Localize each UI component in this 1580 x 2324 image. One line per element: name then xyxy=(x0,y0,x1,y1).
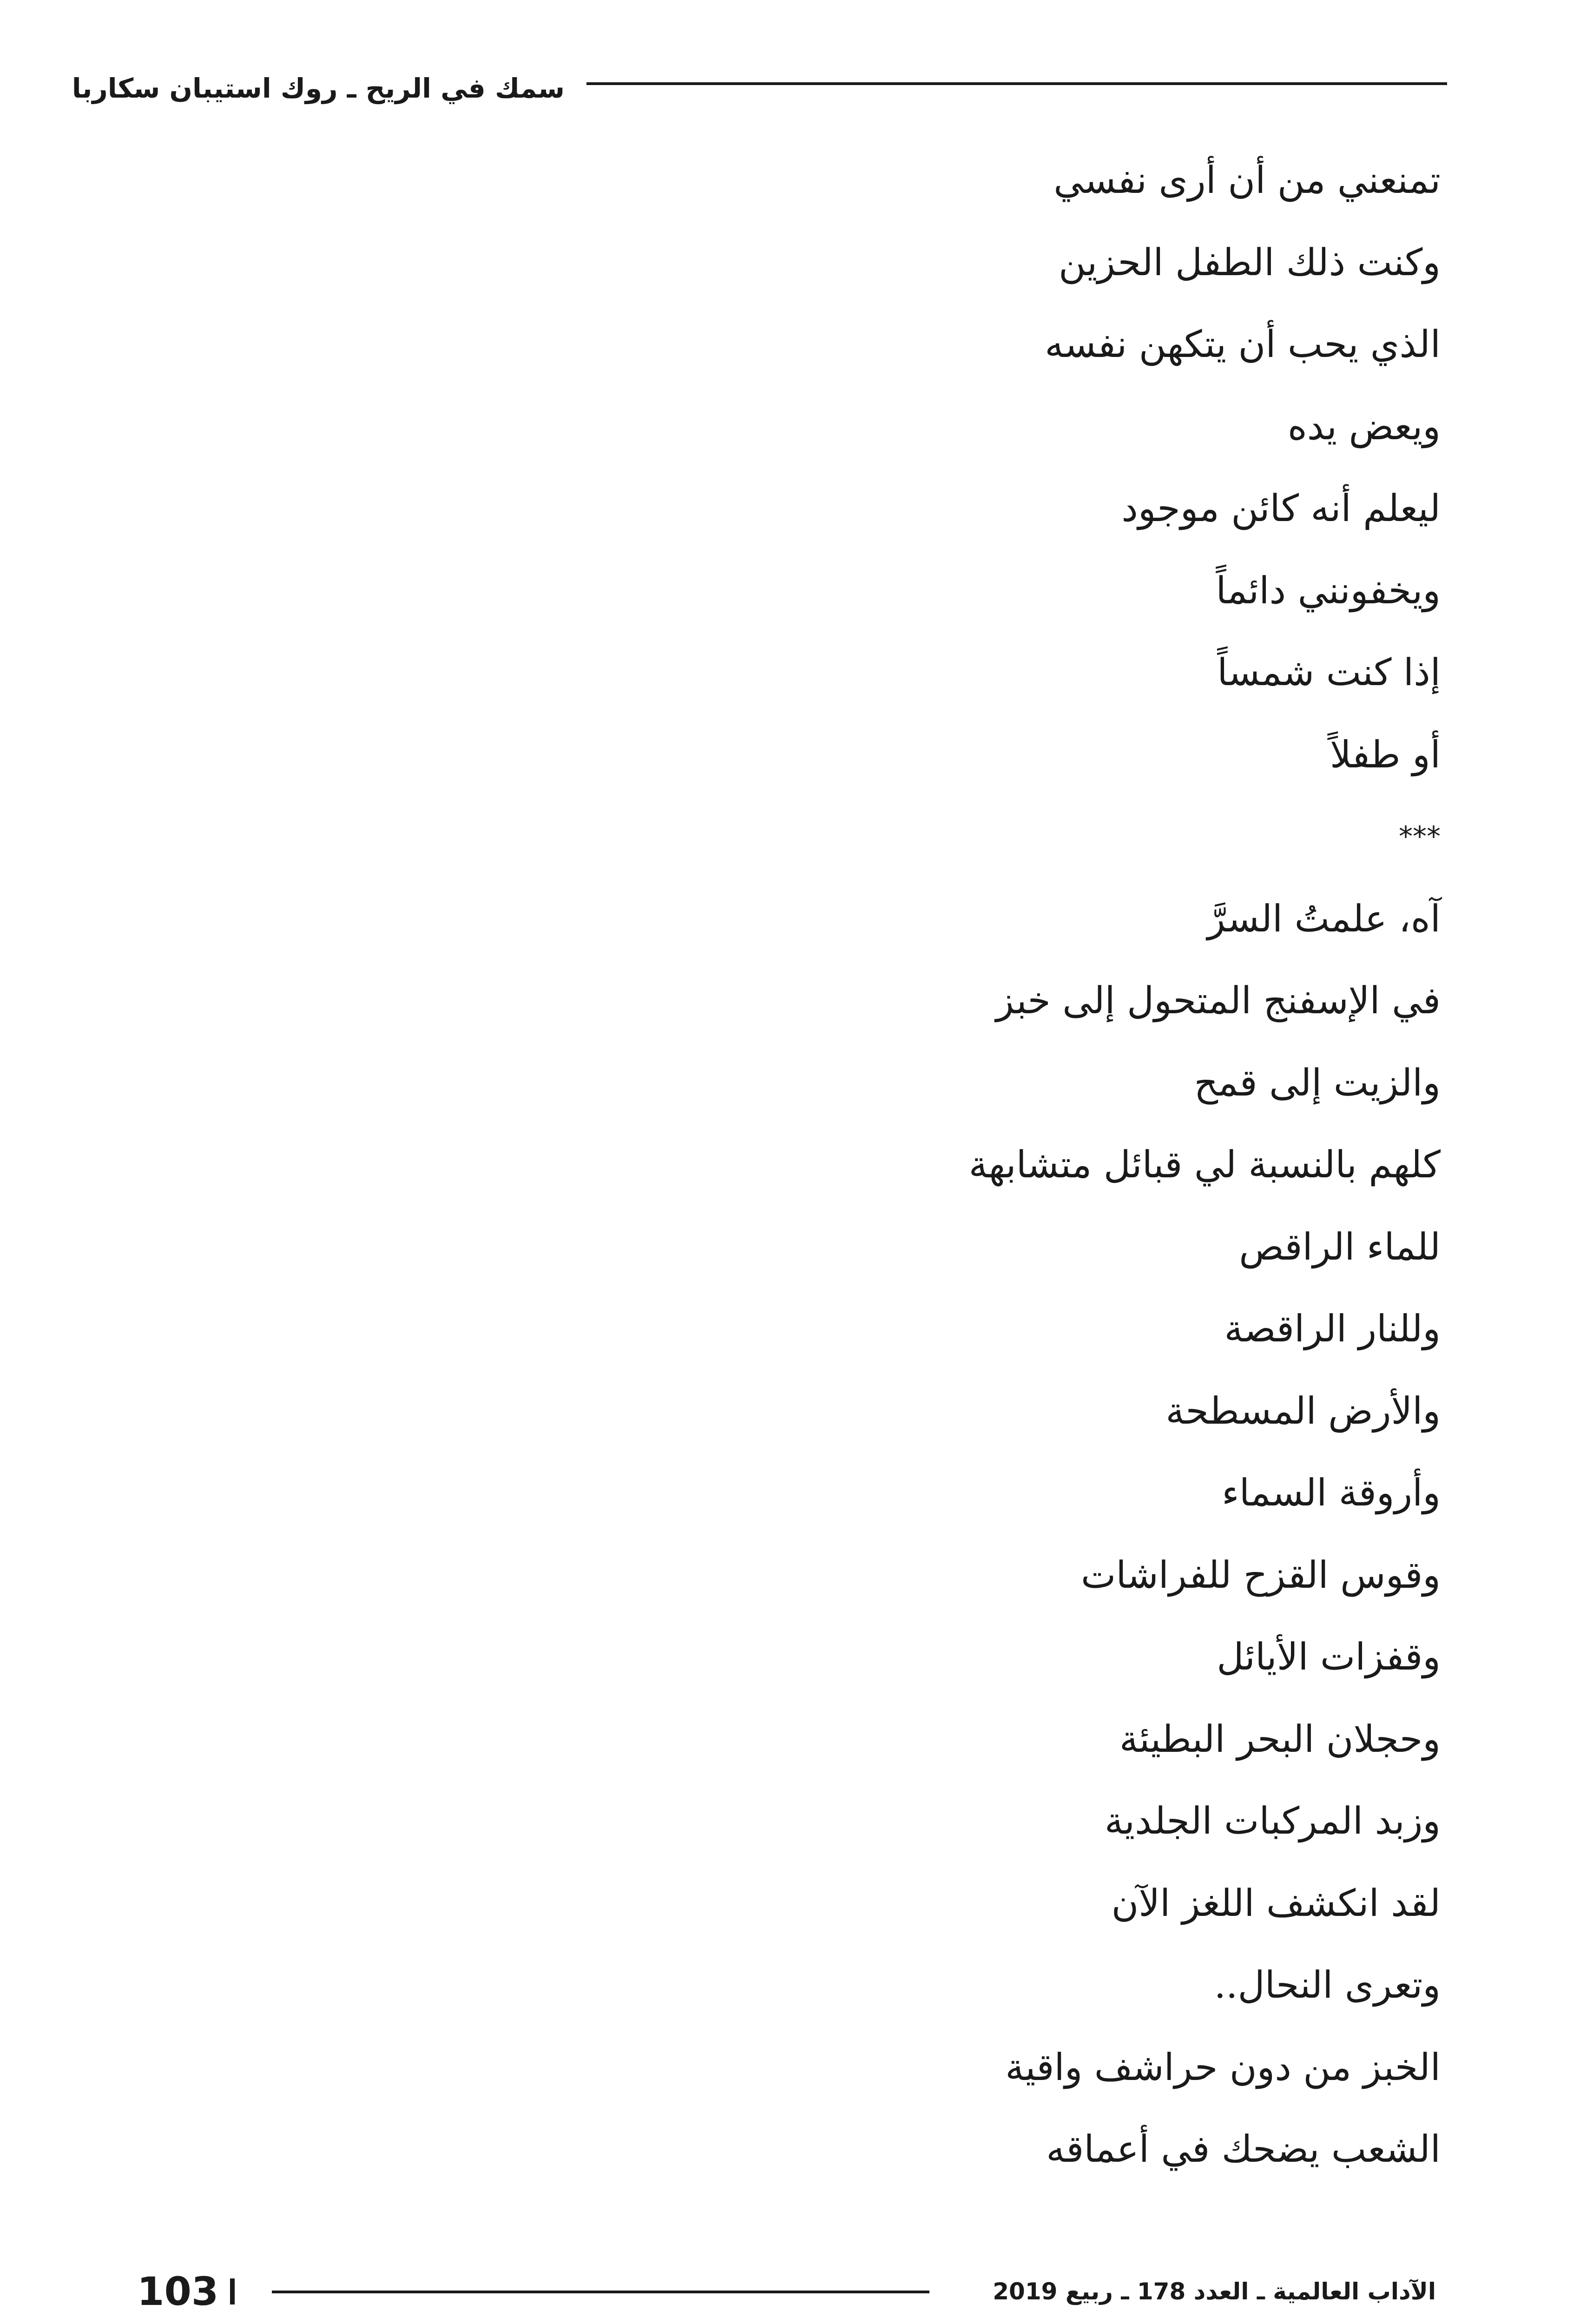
poem-line: في الإسفنج المتحول إلى خبز xyxy=(996,979,1441,1022)
poem-line: الشعب يضحك في أعماقه xyxy=(1046,2127,1441,2171)
poem-line: وأروقة السماء xyxy=(1222,1471,1441,1514)
poem-line: آه، علمتُ السرَّ xyxy=(1207,897,1441,940)
poem-line: ويخفونني دائماً xyxy=(1216,568,1441,612)
poem-line: الذي يحب أن يتكهن نفسه xyxy=(1045,323,1441,366)
poem-line: وكنت ذلك الطفل الحزين xyxy=(1059,240,1441,284)
poem-line: ليعلم أنه كائن موجود xyxy=(1121,487,1441,530)
poem-line: وقفزات الأيائل xyxy=(1217,1635,1441,1678)
page-footer xyxy=(0,2259,1580,2324)
page-number-divider xyxy=(230,2278,235,2304)
poem-line: أو طفلاً xyxy=(1330,733,1441,776)
poem-line: والأرض المسطحة xyxy=(1165,1389,1441,1433)
poem-line: وتعرى النحال.. xyxy=(1214,1963,1441,2007)
page-header xyxy=(0,0,1580,139)
poem-line: وحجلان البحر البطيئة xyxy=(1119,1717,1441,1761)
stanza-separator: *** xyxy=(1399,820,1441,853)
poem-line: للماء الراقص xyxy=(1239,1225,1441,1268)
poem-line: الخبز من دون حراشف واقية xyxy=(1005,2045,1441,2089)
poem-line: تمنعني من أن أرى نفسي xyxy=(1053,158,1441,202)
page-number: 103 xyxy=(137,2269,219,2314)
journal-info: الآداب العالمية ـ العدد 178 ـ ربيع 2019 xyxy=(993,2278,1436,2305)
poem-line: وللنار الراقصة xyxy=(1224,1307,1441,1350)
poem-line: لقد انكشف اللغز الآن xyxy=(1111,1881,1441,1925)
poem-line: وزبد المركبات الجلدية xyxy=(1104,1799,1441,1842)
poem-line: كلهم بالنسبة لي قبائل متشابهة xyxy=(968,1143,1441,1186)
running-title: سمك في الريح ـ روك استيبان سكاربا xyxy=(72,73,565,104)
footer-rule xyxy=(272,2291,929,2293)
header-rule xyxy=(586,82,1447,85)
poem-line: والزيت إلى قمح xyxy=(1194,1061,1441,1104)
poem-body xyxy=(883,139,1441,2194)
poem-line: إذا كنت شمساً xyxy=(1217,651,1441,694)
poem-line: ويعض يده xyxy=(1287,404,1441,448)
poem-line: وقوس القزح للفراشات xyxy=(1081,1553,1441,1597)
